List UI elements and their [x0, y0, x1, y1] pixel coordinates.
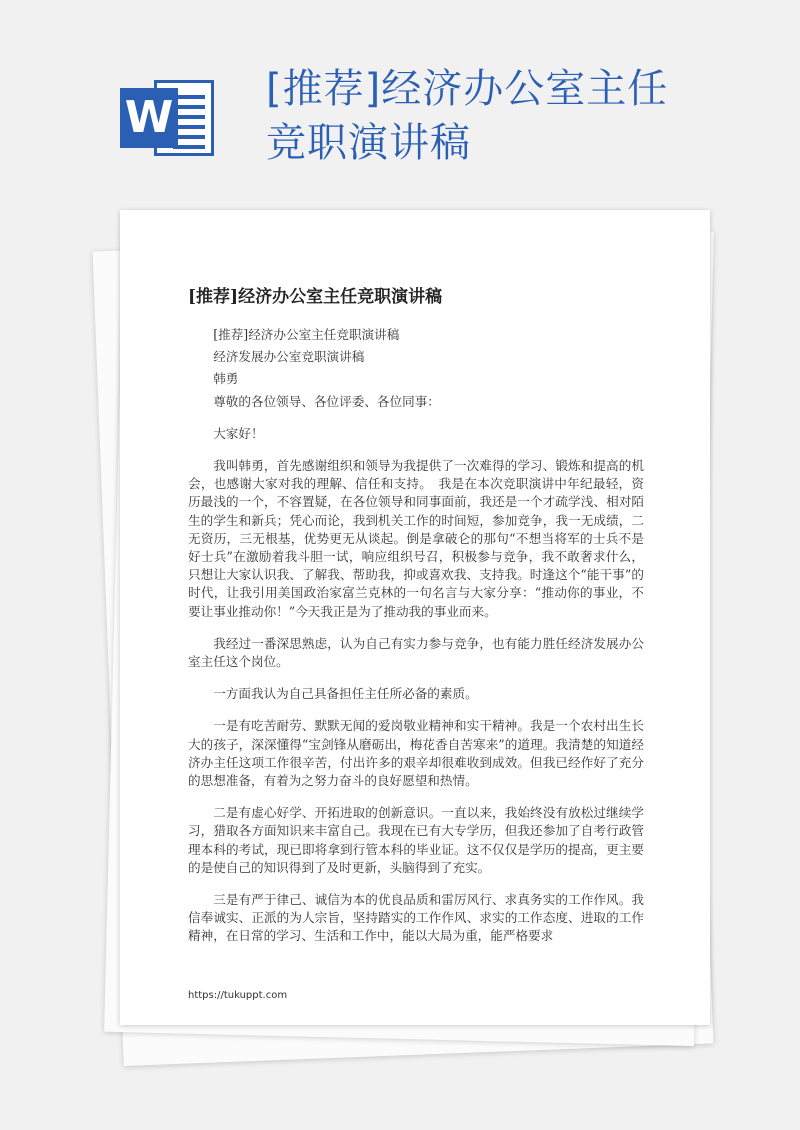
paragraph: 韩勇: [213, 371, 239, 387]
word-letter-tile: W: [120, 88, 178, 148]
word-document-icon: [120, 74, 216, 162]
paragraph: 我叫韩勇，首先感谢组织和领导为我提供了一次难得的学习、锻炼和提高的机会，也感谢大家对我的理解、信任和支持。 我是在本次竞职演讲中年纪最轻，资历最浅的一个，不容置疑，在各位领导和同事面前，我还是一个才疏学浅、相对陌生的学生和新兵；凭心而论，我到机关工作的时间短，参加竞争，我一无成绩，二无资历，三无根基，优势更无从谈起。倒是拿破仑的那句“不想当将军的士兵不是好士兵”在激励着我斗胆一试，响应组织号召，积极参与竞争，我不敢奢求什么，只想让大家认识我、了解我、帮助我，抑或喜欢我、支持我。时逢这个“能干事”的时代，让我引用美国政治家富兰克林的一句名言与大家分享：“推动你的事业，不要让事业推动你！”今天我正是为了推动我的事业而来。: [188, 458, 644, 619]
document-page: [120, 210, 710, 1025]
document-body: [188, 326, 644, 960]
paragraph: [推荐]经济办公室主任竞职演讲稿: [213, 327, 400, 342]
document-title: [推荐]经济办公室主任竞职演讲稿: [188, 287, 443, 307]
paragraph: 经济发展办公室竞职演讲稿: [213, 349, 365, 365]
footer-url[interactable]: https://tukuppt.com: [188, 990, 288, 1001]
paragraph: 我经过一番深思熟虑，认为自己有实力参与竞争，也有能力胜任经济发展办公室主任这个岗位。: [188, 635, 644, 670]
paragraph: 三是有严于律己、诚信为本的优良品质和雷厉风行、求真务实的工作作风。我信奉诚实、正派的为人宗旨，坚持踏实的工作作风、求实的工作态度、进取的工作精神，在日常的学习、生活和工作中，能以大局为重，能严格要求: [188, 892, 644, 944]
paragraph: 一是有吃苦耐劳、默默无闻的爱岗敬业精神和实干精神。我是一个农村出生长大的孩子，深深懂得“宝剑锋从磨砺出，梅花香自苦寒来”的道理。我清楚的知道经济办主任这项工作很辛苦，付出许多的艰辛却很难收到成效。但我已经作好了充分的思想准备，有着为之努力奋斗的良好愿望和热情。: [188, 718, 644, 789]
paragraph: 一方面我认为自己具备担任主任所必备的素质。: [213, 686, 478, 702]
paragraph: 二是有虚心好学、开拓进取的创新意识。一直以来，我始终没有放松过继续学习，猎取各方面知识来丰富自己。我现在已有大专学历，但我还参加了自考行政管理本科的考试，现已即将拿到行管本科的毕业证。这不仅仅是学历的提高，更主要的是使自己的知识得到了及时更新，头脑得到了充实。: [188, 805, 644, 875]
paragraph: 大家好！: [213, 425, 264, 441]
page-header: [0, 0, 800, 200]
paragraph: 尊敬的各位领导、各位评委、各位同事：: [213, 393, 440, 409]
page-title: [推荐]经济办公室主任竞职演讲稿: [266, 66, 669, 166]
